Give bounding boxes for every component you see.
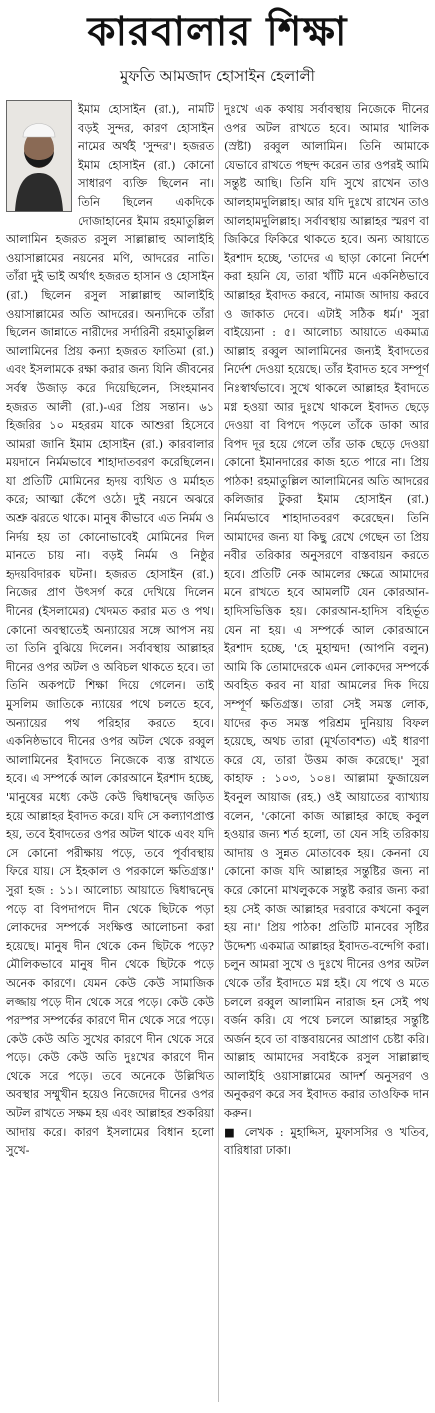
article-column-right [224,100,429,1405]
author-photo [6,100,72,212]
byline: মুফতি আমজাদ হোসাইন হেলালী [120,67,315,85]
column-divider [218,102,219,1402]
article-text-right: দুঃখে এক কথায় সর্বাবস্থায় নিজেকে দীনের ওপর অটল রাখতে হবে। আমার খালিক (স্রষ্টা) রব্বুল আলামিন। তিনি আমাকে যেভাবে রাখতে পছন্দ করেন তার ওপরই আমি সন্তুষ্ট আছি। তিনি যদি সুখে রাখেন তাও আলহামদুলিল্লাহ। আর যদি দুঃখে রাখেন তাও আলহামদুলিল্লাহ। সর্বাবস্থায় আল্লাহর স্মরণ বা জিকিরে ফিকিরে থাকতে হবে। অন্য আয়াতে ইরশাদ হচ্ছে, 'তাদের এ ছাড়া কোনো নির্দেশ করা হয়নি যে, তারা খাঁটি মনে একনিষ্ঠভাবে আল্লাহর ইবাদত করবে, নামাজ আদায় করবে ও জাকাত দেবে। এটাই সঠিক ধর্ম।' সুরা বাইয়্যেনা : ৫। আলোচ্য আয়াতে একমাত্র আল্লাহ রব্বুল আলামিনের জন্যই ইবাদতের নির্দেশ দেওয়া হয়েছে। তাঁর ইবাদত হবে সম্পূর্ণ নিঃস্বার্থভাবে। সুখে থাকলে আল্লাহর ইবাদতে মগ্ন হওয়া আর দুঃখে থাকলে ইবাদত ছেড়ে দেওয়া বা বিপদে পড়লে তাঁকে ডাকা আর বিপদ দূর হয়ে গেলে তাঁর ডাক ছেড়ে দেওয়া কোনো ইমানদারের কাজ হতে পারে না। প্রিয় পাঠক! রহমাতুল্লিল আলামিনের অতি আদরের কলিজার টুকরা ইমাম হোসাইন (রা.) নির্মমভাবে শাহাদাতবরণ করেছেন। তিনি আমাদের জন্য যা কিছু রেখে গেছেন তা প্রিয় নবীর তরিকার অনুসরণে বাস্তবায়ন করতে হবে। প্রতিটি নেক আমলের ক্ষেত্রে আমাদের মনে রাখতে হবে আমলটি যেন কোরআন-হাদিসভিত্তিক হয়। কোরআন-হাদিস বহির্ভূত যেন না হয়। এ সম্পর্কে আল কোরআনে ইরশাদ হচ্ছে, 'হে মুহাম্মদ! (আপনি বলুন) আমি কি তোমাদেরকে এমন লোকদের সম্পর্কে অবহিত করব না যারা আমলের দিক দিয়ে সম্পূর্ণ ক্ষতিগ্রস্ত। তারা সেই সমস্ত লোক, যাদের কৃত সমস্ত পরিশ্রম দুনিয়ায় বিফল হয়েছে, অথচ তারা (মূর্খতাবশত) এই ধারণা করে যে, তারা উত্তম কাজ করেছে।' সুরা কাহাফ : ১০৩, ১০৪। আল্লামা ফুজায়েল ইবনুল আয়াজ (রহ.) ওই আয়াতের ব্যাখ্যায় বলেন, 'কোনো কাজ আল্লাহর কাছে কবুল হওয়ার জন্য শর্ত হলো, তা যেন সহি তরিকায় আদায় ও সুন্নত মোতাবেক হয়। কেননা যে কোনো কাজ যদি আল্লাহর সন্তুষ্টির জন্য না করে কোনো মাখলুককে সন্তুষ্ট করার জন্য করা হয় সেই কাজ আল্লাহর দরবারে কখনো কবুল হয় না।' প্রিয় পাঠক! প্রতিটি মানবের সৃষ্টির উদ্দেশ্য একমাত্র আল্লাহর ইবাদত-বন্দেগি করা। চলুন আমরা সুখে ও দুঃখে দীনের ওপর অটল থেকে তাঁর ইবাদতে মগ্ন হই। যে পথে ও মতে চললে রব্বুল আলামিন নারাজ হন সেই পথ বর্জন করি। যে পথে চললে আল্লাহর সন্তুষ্টি অর্জন হবে তা বাস্তবায়নের আপ্রাণ চেষ্টা করি। আল্লাহ আমাদের সবাইকে রসুল সাল্লাল্লাহু আলাইহি ওয়াসাল্লামের আদর্শ অনুসরণ ও অনুকরণ করে সব ইবাদত করার তাওফিক দান করুন। [224,102,429,1121]
article-column-left [6,100,214,1405]
article-text-left: ইমাম হোসাইন (রা.), নামটি বড়ই সুন্দর, কারণ হোসাইন নামের অর্থই 'সুন্দর'। হজরত ইমাম হোসাইন (রা.) কোনো সাধারণ ব্যক্তি ছিলেন না। তিনি ছিলেন একদিকে দোজাহানের ইমাম রহমাতুল্লিল আলামিন হজরত রসুল সাল্লাল্লাহু আলাইহি ওয়াসাল্লামের নয়নের মণি, আদরের নাতি। তাঁরা দুই ভাই অর্থাৎ হজরত হাসান ও হোসাইন (রা.) ছিলেন রসুল সাল্লাল্লাহু আলাইহি ওয়াসাল্লামের অতি আদরের। অন্যদিকে তাঁরা ছিলেন জান্নাতে নারীদের সর্দারিনী রহমাতুল্লিল আলামিনের প্রিয় কন্যা হজরত ফাতিমা (রা.) এবং ইসলামকে রক্ষা করার জন্য যিনি জীবনের সর্বস্ব উজাড় করে দিয়েছিলেন, সিংহমানব হজরত আলী (রা.)-এর প্রিয় সন্তান। ৬১ হিজরির ১০ মহররম যাকে আশুরা হিসেবে আমরা জানি ইমাম হোসাইন (রা.) কারবালার ময়দানে নির্মমভাবে শাহাদাতবরণ করেছিলেন। যা প্রতিটি মোমিনের হৃদয় ব্যথিত ও মর্মাহত করে; আত্মা কেঁপে ওঠে। দুই নয়নে অঝরে অশ্রু ঝরতে থাকে। মানুষ কীভাবে এত নির্মম ও নির্দয় হয় তা কোনোভাবেই মোমিনের দিল মানতে চায় না। বড়ই নির্মম ও নিষ্ঠুর হৃদয়বিদারক ঘটনা। হজরত হোসাইন (রা.) নিজের প্রাণ উৎসর্গ করে দেখিয়ে দিলেন দীনের (ইসলামের) খেদমত করার মত ও পথ। কোনো অবস্থাতেই অন্যায়ের সঙ্গে আপস নয় তা তিনি বুঝিয়ে দিলেন। সর্বাবস্থায় আল্লাহর দীনের ওপর অটল ও অবিচল থাকতে হবে। তা তিনি অকপটে শিক্ষা দিয়ে গেলেন। তাই মুসলিম জাতিকে ন্যায়ের পথে চলতে হবে, অন্যায়ের পথ পরিহার করতে হবে। একনিষ্ঠভাবে দীনের ওপর অটল থেকে রব্বুল আলামিনের ইবাদতে নিজেকে ব্যস্ত রাখতে হবে। এ সম্পর্কে আল কোরআনে ইরশাদ হচ্ছে, 'মানুষের মধ্যে কেউ কেউ দ্বিধাদ্বন্দ্বে জড়িত হয়ে আল্লাহর ইবাদত করে। যদি সে কল্যাণপ্রাপ্ত হয়, তবে ইবাদতের ওপর অটল থাকে এবং যদি সে কোনো পরীক্ষায় পড়ে, তবে পূর্বাবস্থায় ফিরে যায়। সে ইহকাল ও পরকালে ক্ষতিগ্রস্ত।' সুরা হজ : ১১। আলোচ্য আয়াতে দ্বিধাদ্বন্দ্বে পড়ে বা বিপদাপদে দীন থেকে ছিটকে পড়া লোকদের সম্পর্কে সংক্ষিপ্ত আলোচনা করা হয়েছে। মানুষ দীন থেকে কেন ছিটকে পড়ে? মৌলিকভাবে মানুষ দীন থেকে ছিটকে পড়ে অনেক কারণে। যেমন কেউ কেউ সামাজিক লজ্জায় পড়ে দীন থেকে সরে পড়ে। কেউ কেউ পরস্পর সম্পর্কের কারণে দীন থেকে সরে পড়ে। কেউ কেউ অতি সুখের কারণে দীন থেকে সরে পড়ে। কেউ কেউ অতি দুঃখের কারণে দীন থেকে সরে পড়ে। তবে অনেকে উল্লিখিত অবস্থার সম্মুখীন হয়েও নিজেদের দীনের ওপর অটল রাখতে সক্ষম হয় এবং আল্লাহর শুকরিয়া আদায় করে। কারণ ইসলামের বিধান হলো সুখে- [6,102,214,1158]
author-note: ■ লেখক : মুহাদ্দিস, মুফাসসির ও খতিব, বারিধারা ঢাকা। [224,1124,429,1158]
headline: কারবালার শিক্ষা [87,9,348,55]
